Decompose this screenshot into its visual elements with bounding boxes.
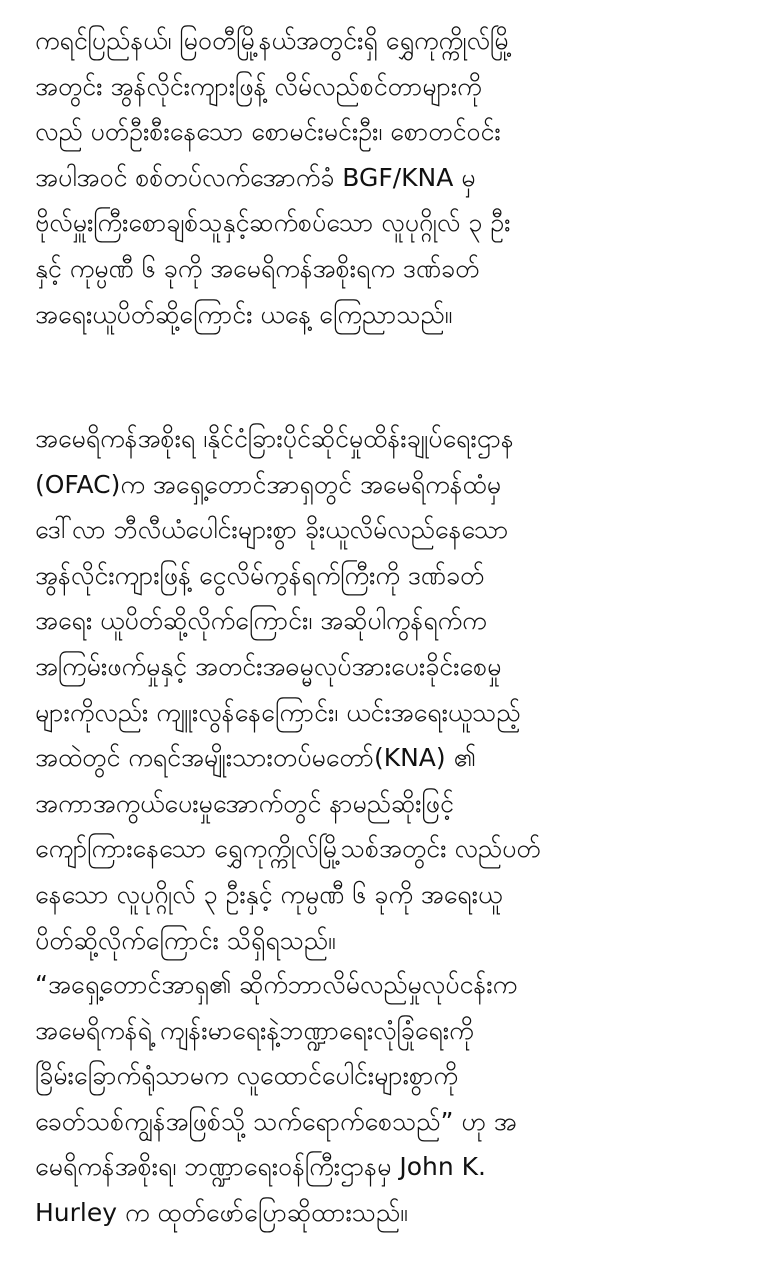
- text-line: “အရှေ့တောင်အာရှ၏ ဆိုက်ဘာလိမ်လည်မှုလုပ်ငန်းက: [35, 970, 518, 999]
- text-line: နှင့် ကုမ္ပဏီ ၆ ခုကို အမေရိကန်အစိုးရက ဒဏ်ခတ်: [35, 253, 480, 283]
- paragraph-3-quote: [35, 962, 745, 1236]
- text-line: အမေရိကန်အစိုးရ ၊နိုင်ငံခြားပိုင်ဆိုင်မှုထိန်းချုပ်ရေးဌာန: [35, 424, 514, 453]
- text-line: ပိတ်ဆို့လိုက်ကြောင်း သိရှိရသည်။: [35, 925, 336, 955]
- text-line: နေသော လူပုဂ္ဂိုလ် ၃ ဦးနှင့် ကုမ္ပဏီ ၆ ခုကို အရေးယူ: [35, 879, 503, 909]
- text-line: Hurley က ထုတ်ဖော်ပြောဆိုထားသည်။: [35, 1197, 408, 1227]
- text-line: ခြိမ်းခြောက်ရုံသာမက လူထောင်ပေါင်းများစွာကို: [35, 1061, 458, 1091]
- text-line: အမေရိကန်ရဲ့ ကျန်းမာရေးနဲ့ဘဏ္ဍာရေးလုံခြုံရေးကို: [35, 1015, 474, 1045]
- text-line: အတွင်း အွန်လိုင်းကျားဖြန့် လိမ်လည်စင်တာများကို: [35, 71, 482, 101]
- text-line: အပါအဝင် စစ်တပ်လက်အောက်ခံ BGF/KNA မှ: [35, 162, 476, 192]
- text-line: ဗိုလ်မှူးကြီးစောချစ်သူနှင့်ဆက်စပ်သော လူပုဂ္ဂိုလ် ၃ ဦး: [35, 208, 511, 238]
- text-line: များကိုလည်း ကျူးလွန်နေကြောင်း၊ ယင်းအရေးယူသည့်: [35, 697, 521, 727]
- text-line: အွန်လိုင်းကျားဖြန့် ငွေလိမ်ကွန်ရက်ကြီးကို ဒဏ်ခတ်: [35, 560, 485, 590]
- text-line: ကျော်ကြားနေသော ရွှေကုက္ကိုလ်မြို့သစ်အတွင်း လည်ပတ်: [35, 834, 541, 864]
- text-line: အထဲတွင် ကရင်အမျိုးသားတပ်မတော်(KNA) ၏: [35, 743, 476, 773]
- text-line: မေရိကန်အစိုးရ၊ ဘဏ္ဍာရေးဝန်ကြီးဌာနမှ John K.: [35, 1152, 487, 1182]
- text-line: ကရင်ပြည်နယ်၊ မြဝတီမြို့နယ်အတွင်းရှိ ရွှေကုက္ကိုလ်မြို့: [35, 26, 513, 55]
- text-line: ခေတ်သစ်ကျွန်အဖြစ်သို့ သက်ရောက်စေသည်” ဟု အ: [35, 1106, 517, 1136]
- text-line: (OFAC)က အရှေ့တောင်အာရှတွင် အမေရိကန်ထံမှ: [35, 469, 501, 499]
- text-line: အရေး ယူပိတ်ဆို့လိုက်ကြောင်း၊ အဆိုပါကွန်ရက်က: [35, 606, 487, 636]
- text-line: အရေးယူပိတ်ဆို့ကြောင်း ယနေ့ ကြေညာသည်။: [35, 299, 453, 329]
- paragraph-1: [35, 18, 745, 337]
- text-line: အကာအကွယ်ပေးမှုအောက်တွင် နာမည်ဆိုးဖြင့်: [35, 788, 454, 818]
- text-line: လည် ပတ်ဦးစီးနေသော စောမင်းမင်းဦး၊ စောတင်ဝင်း: [35, 117, 501, 147]
- paragraph-2: [35, 416, 745, 963]
- text-line: ဒေါ်လာ ဘီလီယံပေါင်းများစွာ ခိုးယူလိမ်လည်နေသော: [35, 515, 509, 545]
- text-line: အကြမ်းဖက်မှုနှင့် အတင်းအဓမ္မလုပ်အားပေးခိုင်းစေမှု: [35, 651, 502, 681]
